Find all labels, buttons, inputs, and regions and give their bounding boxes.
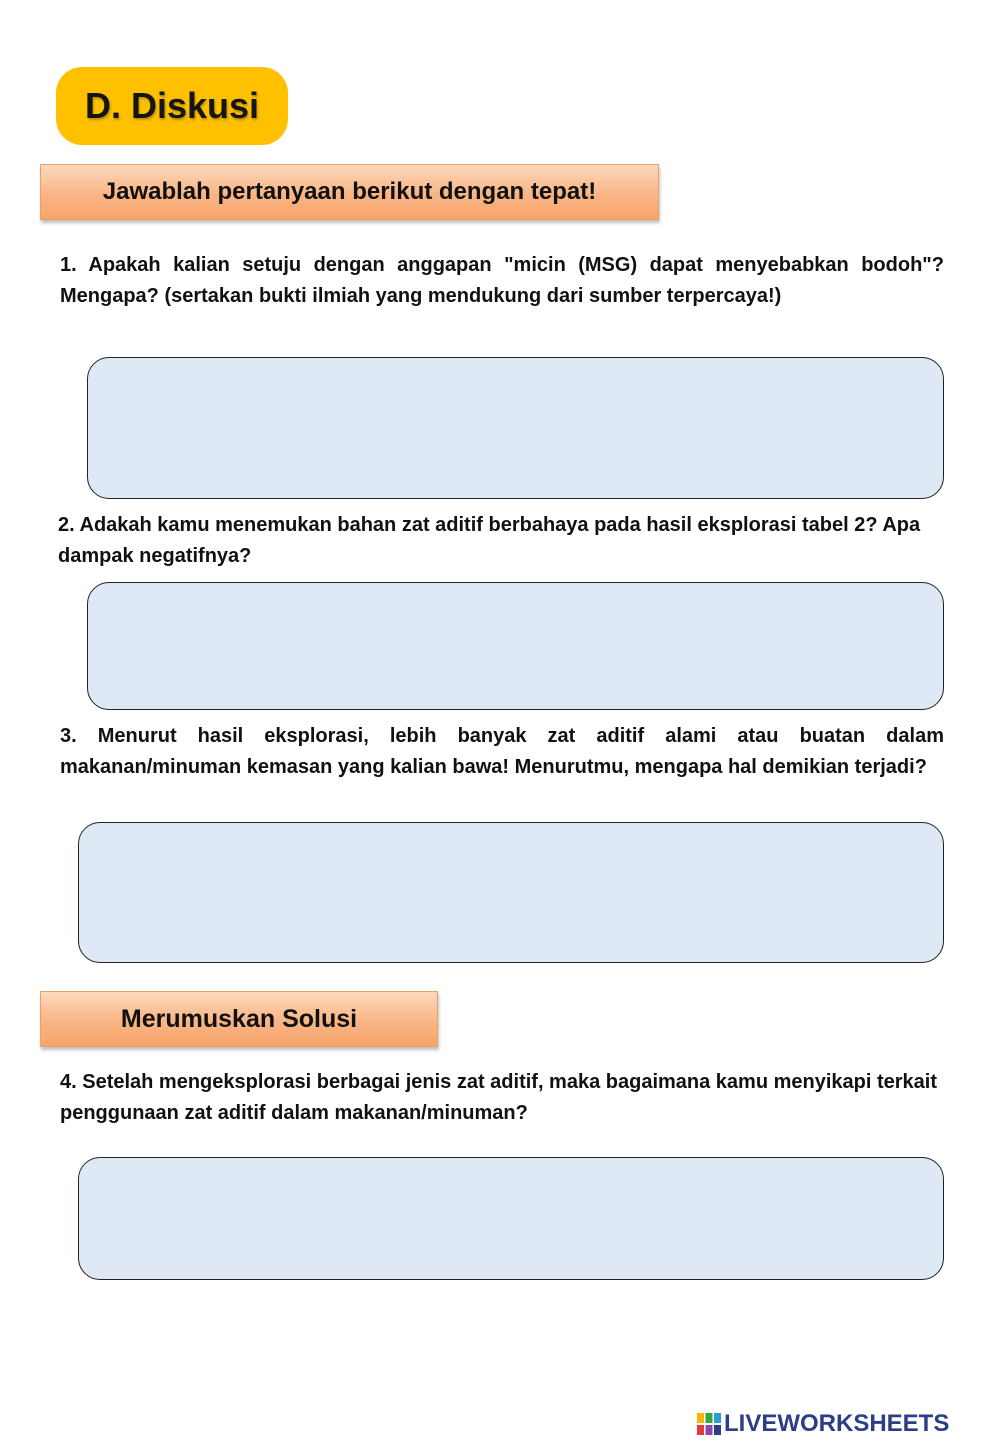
question-4: 4. Setelah mengeksplorasi berbagai jenis zat aditif, maka bagaimana kamu menyikapi terkait penggunaan zat aditif dalam makanan/minuman? xyxy=(60,1071,938,1124)
question-1: 1. Apakah kalian setuju dengan anggapan "micin (MSG) dapat menyebabkan bodoh"? Mengapa? (sertakan bukti ilmiah yang mendukung dari sumber terpercaya!) xyxy=(60,254,944,307)
liveworksheets-logo-icon xyxy=(696,1412,722,1436)
answer-box-1[interactable] xyxy=(87,357,944,499)
brand-name: LIVEWORKSHEETS xyxy=(724,1410,950,1437)
answer-box-3[interactable] xyxy=(78,822,944,963)
brand-footer[interactable] xyxy=(696,1408,949,1440)
solution-banner: Merumuskan Solusi xyxy=(40,991,438,1047)
answer-box-4[interactable] xyxy=(78,1157,944,1280)
instruction-banner: Jawablah pertanyaan berikut dengan tepat! xyxy=(40,164,659,220)
question-2: 2. Adakah kamu menemukan bahan zat aditif berbahaya pada hasil eksplorasi tabel 2? Apa dampak negatifnya? xyxy=(58,514,921,567)
question-3: 3. Menurut hasil eksplorasi, lebih banyak zat aditif alami atau buatan dalam makanan/minuman kemasan yang kalian bawa! Menurutmu, mengapa hal demikian terjadi? xyxy=(60,725,944,778)
answer-box-2[interactable] xyxy=(87,582,944,710)
section-title-badge xyxy=(56,67,288,145)
section-title: D. Diskusi xyxy=(84,85,260,126)
